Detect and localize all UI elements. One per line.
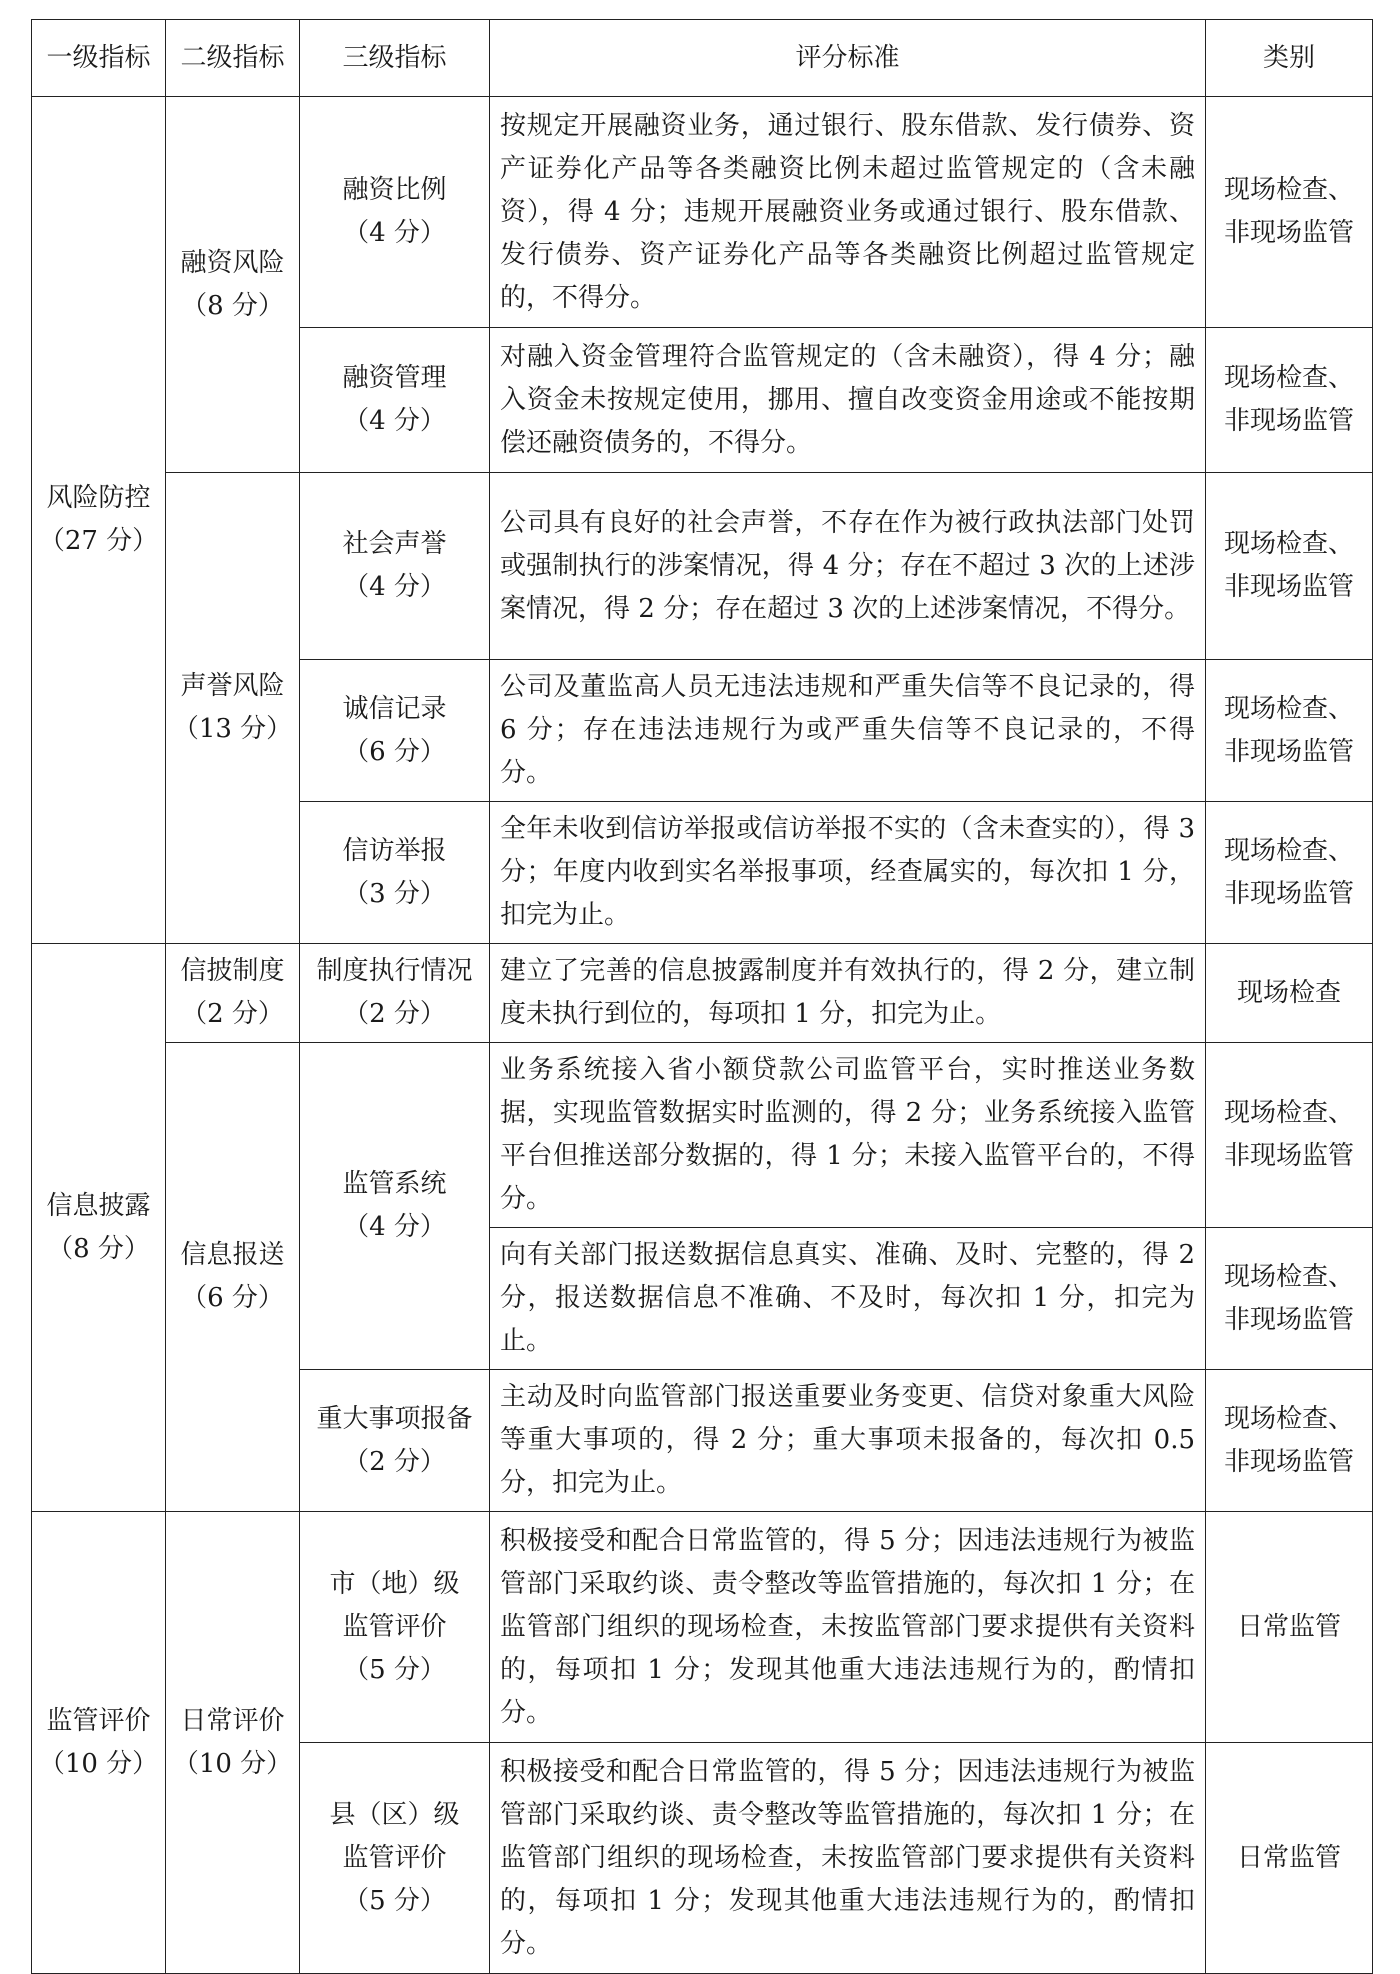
level3-cell [300,802,490,944]
level3-cell [300,944,490,1043]
header-level2: 二级指标 [166,20,300,97]
criteria-cell: 建立了完善的信息披露制度并有效执行的，得 2 分，建立制度未执行到位的，每项扣 1 分，扣完为止。 [490,944,1206,1043]
level3-name: 制度执行情况 [316,956,473,986]
level3-score: （5 分） [343,1654,446,1685]
level3-score: （3 分） [343,878,446,909]
level1-name: 风险防控 [46,483,151,513]
level3-name: 县（区）级 [329,1799,460,1830]
level3-score: （4 分） [343,572,446,602]
level3-cell [300,1743,490,1974]
category-cell: 日常监管 [1206,1743,1373,1974]
level3-name: 融资管理 [342,363,447,393]
level2-score: （2 分） [181,999,284,1029]
level2-score: （6 分） [181,1283,284,1313]
criteria-cell: 公司及董监高人员无违法违规和严重失信等不良记录的，得 6 分；存在违法违规行为或严重失信等不良记录的，不得分。 [490,660,1206,802]
level3-cell [300,1370,490,1512]
criteria-cell: 公司具有良好的社会声誉，不存在作为被行政执法部门处罚或强制执行的涉案情况，得 4 分；存在不超过 3 次的上述涉案情况，得 2 分；存在超过 3 次的上述涉案情况，不得分。 [490,473,1206,660]
category-cell: 现场检查、非现场监管 [1206,328,1373,473]
level2-name: 日常评价 [180,1705,285,1736]
level2-reputation-cell [166,473,300,944]
level2-name: 信息报送 [180,1240,285,1270]
level3-score: （2 分） [343,999,446,1029]
level3-name-line2: 监管评价 [342,1611,447,1642]
level3-score: （6 分） [343,736,446,767]
level3-cell [300,97,490,328]
criteria-cell: 全年未收到信访举报或信访举报不实的（含未查实的），得 3 分；年度内收到实名举报事项，经查属实的，每次扣 1 分，扣完为止。 [490,802,1206,944]
level2-reporting-cell [166,1043,300,1512]
category-cell: 现场检查、非现场监管 [1206,473,1373,660]
table-row [32,944,1373,1043]
criteria-cell: 主动及时向监管部门报送重要业务变更、信贷对象重大风险等重大事项的，得 2 分；重大事项未报备的，每次扣 0.5 分，扣完为止。 [490,1370,1206,1512]
level2-score: （8 分） [181,290,284,321]
criteria-cell: 业务系统接入省小额贷款公司监管平台，实时推送业务数据，实现监管数据实时监测的，得 2 分；业务系统接入监管平台但推送部分数据的，得 1 分；未接入监管平台的，不得分。 [490,1043,1206,1228]
scoring-table-page [31,19,1372,1974]
category-cell: 现场检查、非现场监管 [1206,1370,1373,1512]
level3-name: 社会声誉 [342,529,447,559]
level2-system-cell [166,944,300,1043]
category-cell: 现场检查、非现场监管 [1206,1043,1373,1228]
criteria-cell: 对融入资金管理符合监管规定的（含未融资），得 4 分；融入资金未按规定使用，挪用、擅自改变资金用途或不能按期偿还融资债务的，不得分。 [490,328,1206,473]
criteria-cell: 向有关部门报送数据信息真实、准确、及时、完整的，得 2 分，报送数据信息不准确、不及时，每次扣 1 分，扣完为止。 [490,1228,1206,1370]
level3-name: 融资比例 [342,175,447,205]
category-cell: 现场检查 [1206,944,1373,1043]
level1-risk-cell [32,97,166,944]
table-row [32,1043,1373,1228]
scoring-table [31,19,1373,1974]
header-level3: 三级指标 [300,20,490,97]
category-cell: 日常监管 [1206,1512,1373,1743]
level3-cell [300,473,490,660]
level2-daily-cell [166,1512,300,1974]
level3-name: 市（地）级 [329,1568,460,1599]
criteria-cell: 积极接受和配合日常监管的，得 5 分；因违法违规行为被监管部门采取约谈、责令整改等监管措施的，每次扣 1 分；在监管部门组织的现场检查，未按监管部门要求提供有关资料的，每项扣 1 分；发现其他重大违法违规行为的，酌情扣分。 [490,1743,1206,1974]
header-level1: 一级指标 [32,20,166,97]
category-cell: 现场检查、非现场监管 [1206,802,1373,944]
level3-score: （5 分） [343,1885,446,1916]
level2-score: （13 分） [172,714,293,744]
level3-name: 监管系统 [342,1169,447,1199]
level1-name: 信息披露 [46,1190,151,1221]
level2-score: （10 分） [172,1748,293,1779]
category-cell: 现场检查、非现场监管 [1206,97,1373,328]
level3-score: （4 分） [343,406,446,436]
level3-cell [300,1043,490,1370]
level3-cell [300,328,490,473]
level3-cell [300,660,490,802]
table-row [32,97,1373,328]
level3-cell [300,1512,490,1743]
category-cell: 现场检查、非现场监管 [1206,1228,1373,1370]
table-row [32,473,1373,660]
level3-name: 诚信记录 [342,693,447,724]
table-row [32,1512,1373,1743]
level1-score: （27 分） [38,526,159,556]
criteria-cell: 积极接受和配合日常监管的，得 5 分；因违法违规行为被监管部门采取约谈、责令整改等监管措施的，每次扣 1 分；在监管部门组织的现场检查，未按监管部门要求提供有关资料的，每项扣 1 分；发现其他重大违法违规行为的，酌情扣分。 [490,1512,1206,1743]
criteria-cell: 按规定开展融资业务，通过银行、股东借款、发行债券、资产证券化产品等各类融资比例未超过监管规定的（含未融资），得 4 分；违规开展融资业务或通过银行、股东借款、发行债券、资产证券化产品等各类融资比例超过监管规定的，不得分。 [490,97,1206,328]
header-criteria: 评分标准 [490,20,1206,97]
level1-name: 监管评价 [46,1705,151,1736]
level2-name: 融资风险 [180,247,285,278]
level2-financing-cell [166,97,300,473]
level3-name: 信访举报 [342,835,447,866]
category-cell: 现场检查、非现场监管 [1206,660,1373,802]
level1-score: （8 分） [47,1233,150,1264]
level3-score: （4 分） [343,1212,446,1242]
level2-name: 信披制度 [180,956,285,986]
level1-evaluation-cell [32,1512,166,1974]
level3-score: （4 分） [343,218,446,248]
level3-score: （2 分） [343,1446,446,1477]
header-row [32,20,1373,97]
level2-name: 声誉风险 [180,671,285,701]
level3-name: 重大事项报备 [316,1403,473,1434]
level3-name-line2: 监管评价 [342,1842,447,1873]
level1-score: （10 分） [38,1748,159,1779]
header-category: 类别 [1206,20,1373,97]
level1-disclosure-cell [32,944,166,1512]
